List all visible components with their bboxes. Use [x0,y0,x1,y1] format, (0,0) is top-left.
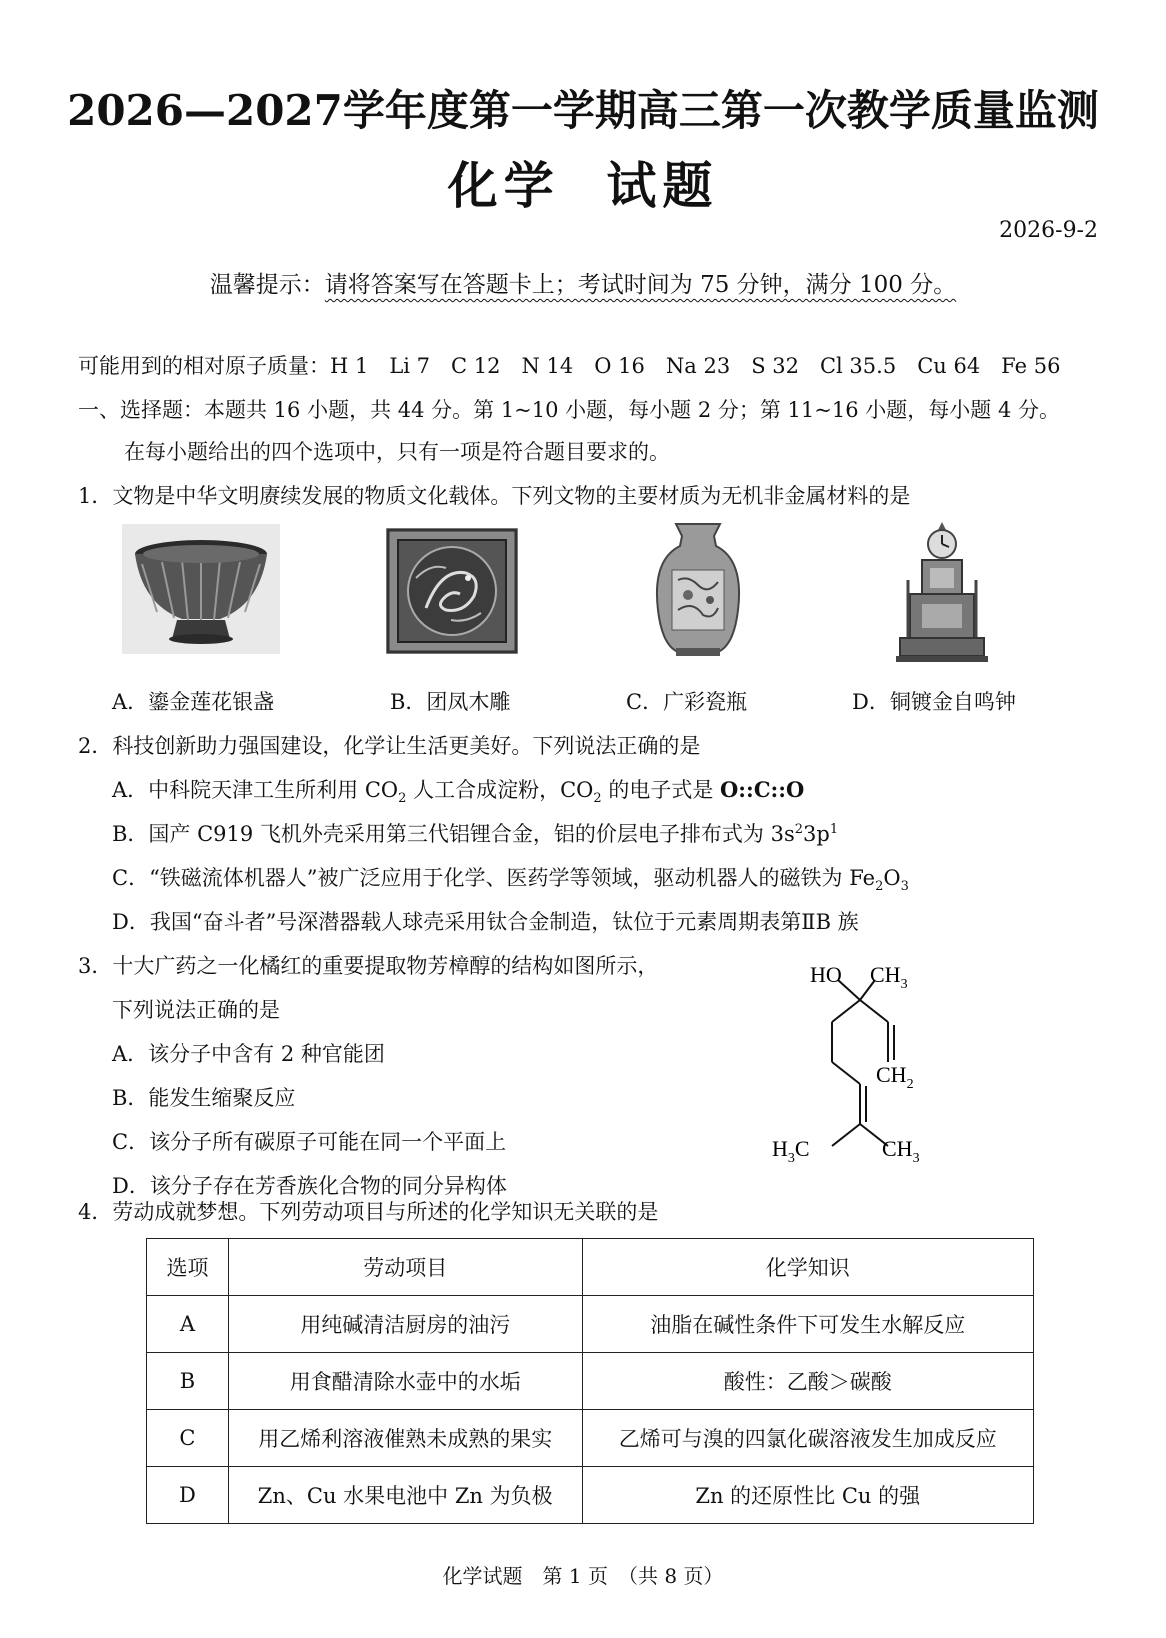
q2-c-text-1: C．“铁磁流体机器人”被广泛应用于化学、医药学等领域，驱动机器人的磁铁为 Fe [112,866,876,890]
table-row [147,1467,1034,1524]
h3c-label-h: H [772,1136,788,1161]
q1-option-c: C．广彩瓷瓶 [626,690,748,714]
q3-option-c: C．该分子所有碳原子可能在同一个平面上 [112,1130,507,1154]
porcelain-vase-image [648,520,748,660]
table-cell: 酸性：乙酸＞碳酸 [582,1353,1033,1410]
table-header-row [147,1239,1034,1296]
silver-bowl-image [122,524,280,654]
table-cell: 用乙烯利溶液催熟未成熟的果实 [228,1410,582,1467]
tip-body: 请将答案写在答题卡上；考试时间为 75 分钟，满分 100 分。 [324,272,957,298]
ch3-top-label: CH [870,962,901,987]
ch3-right-label: CH [882,1136,913,1161]
q2-b-text-1: B．国产 C919 飞机外壳采用第三代铝锂合金，铝的价层电子排布式为 3s [112,822,795,846]
ch3-top-sub: 3 [900,977,908,992]
q2-stem: 2．科技创新助力强国建设，化学让生活更美好。下列说法正确的是 [78,734,701,758]
q2-b-text-2: 3p [803,822,830,846]
table-cell: Zn、Cu 水果电池中 Zn 为负极 [228,1467,582,1524]
ch3-right-sub: 3 [912,1151,920,1166]
svg-text:H3C [772,1136,810,1166]
header-labor: 劳动项目 [228,1239,582,1296]
q2-b-sup-1: 2 [794,822,804,837]
table-cell: 乙烯可与溴的四氯化碳溶液发生加成反应 [582,1410,1033,1467]
exam-date: 2026-9-2 [999,218,1098,243]
q2-c-text-2: O [883,866,901,890]
q2-a-text-1: A．中科院天津工生所利用 CO [112,778,399,802]
table-cell: D [147,1467,229,1524]
table-row [147,1296,1034,1353]
tip-prefix: 温馨提示： [209,272,325,298]
q2-c-sub-1: 2 [875,879,884,895]
svg-text:CH2 [876,1062,914,1092]
q2-a-sub-1: 2 [398,791,407,807]
table-row [147,1353,1034,1410]
svg-text:CH3 [870,962,908,992]
header-knowledge: 化学知识 [582,1239,1033,1296]
linalool-structure [770,950,970,1170]
q3-stem-1: 3．十大广药之一化橘红的重要提取物芳樟醇的结构如图所示， [78,954,659,978]
ho-label: HO [810,962,842,987]
atomic-masses: 可能用到的相对原子质量：H 1 Li 7 C 12 N 14 O 16 Na 23 S 32 Cl 35.5 Cu 64 Fe 56 [78,354,1061,378]
q2-b-sup-2: 1 [829,822,839,837]
exam-title: 2026—2027学年度第一学期高三第一次教学质量监测 [67,86,1099,135]
q1-option-b: B．团凤木雕 [390,690,511,714]
phoenix-wood-carving-image [386,528,518,654]
subject-title: 化学 试题 [447,156,719,215]
table-cell: 油脂在碱性条件下可发生水解反应 [582,1296,1033,1353]
h3c-sub: 3 [787,1151,795,1166]
table-cell: 用纯碱清洁厨房的油污 [228,1296,582,1353]
q1-stem: 1．文物是中华文明赓续发展的物质文化载体。下列文物的主要材质为无机非金属材料的是 [78,484,911,508]
q3-option-a: A．该分子中含有 2 种官能团 [112,1042,385,1066]
h3c-label-c: C [794,1136,810,1161]
clock-image [892,520,992,666]
section-heading-2: 在每小题给出的四个选项中，只有一项是符合题目要求的。 [124,440,670,464]
q1-option-a: A．鎏金莲花银盏 [112,690,275,714]
q2-option-c [112,862,909,894]
q4-stem: 4．劳动成就梦想。下列劳动项目与所述的化学知识无关联的是 [78,1200,659,1224]
q2-a-formula: O::C::O [720,777,805,802]
q2-a-sub-2: 2 [593,791,602,807]
q4-table [146,1238,1034,1524]
q2-a-text-2: 人工合成淀粉，CO [406,778,594,802]
table-cell: B [147,1353,229,1410]
table-row [147,1410,1034,1467]
q1-option-d: D．铜镀金自鸣钟 [852,690,1016,714]
section-heading: 一、选择题：本题共 16 小题，共 44 分。第 1~10 小题，每小题 2 分；第 11~16 小题，每小题 4 分。 [78,398,1060,422]
q3-stem-2: 下列说法正确的是 [112,998,280,1022]
q2-c-sub-2: 3 [900,879,909,895]
page-footer: 化学试题 第 1 页 （共 8 页） [442,1564,724,1588]
table-cell: Zn 的还原性比 Cu 的强 [582,1467,1033,1524]
table-cell: C [147,1410,229,1467]
q2-a-text-3: 的电子式是 [601,778,721,802]
svg-text:CH3 [882,1136,920,1166]
tip-line [0,266,1166,299]
q2-option-d: D．我国“奋斗者”号深潜器载人球壳采用钛合金制造，钛位于元素周期表第ⅡB 族 [112,910,859,934]
q3-option-b: B．能发生缩聚反应 [112,1086,296,1110]
ch2-label: CH [876,1062,907,1087]
q2-option-b [112,818,838,848]
table-cell: 用食醋清除水壶中的水垢 [228,1353,582,1410]
q3-option-d: D．该分子存在芳香族化合物的同分异构体 [112,1174,507,1198]
ch2-sub: 2 [906,1077,914,1092]
q2-option-a [112,774,804,806]
header-option: 选项 [147,1239,229,1296]
table-cell: A [147,1296,229,1353]
